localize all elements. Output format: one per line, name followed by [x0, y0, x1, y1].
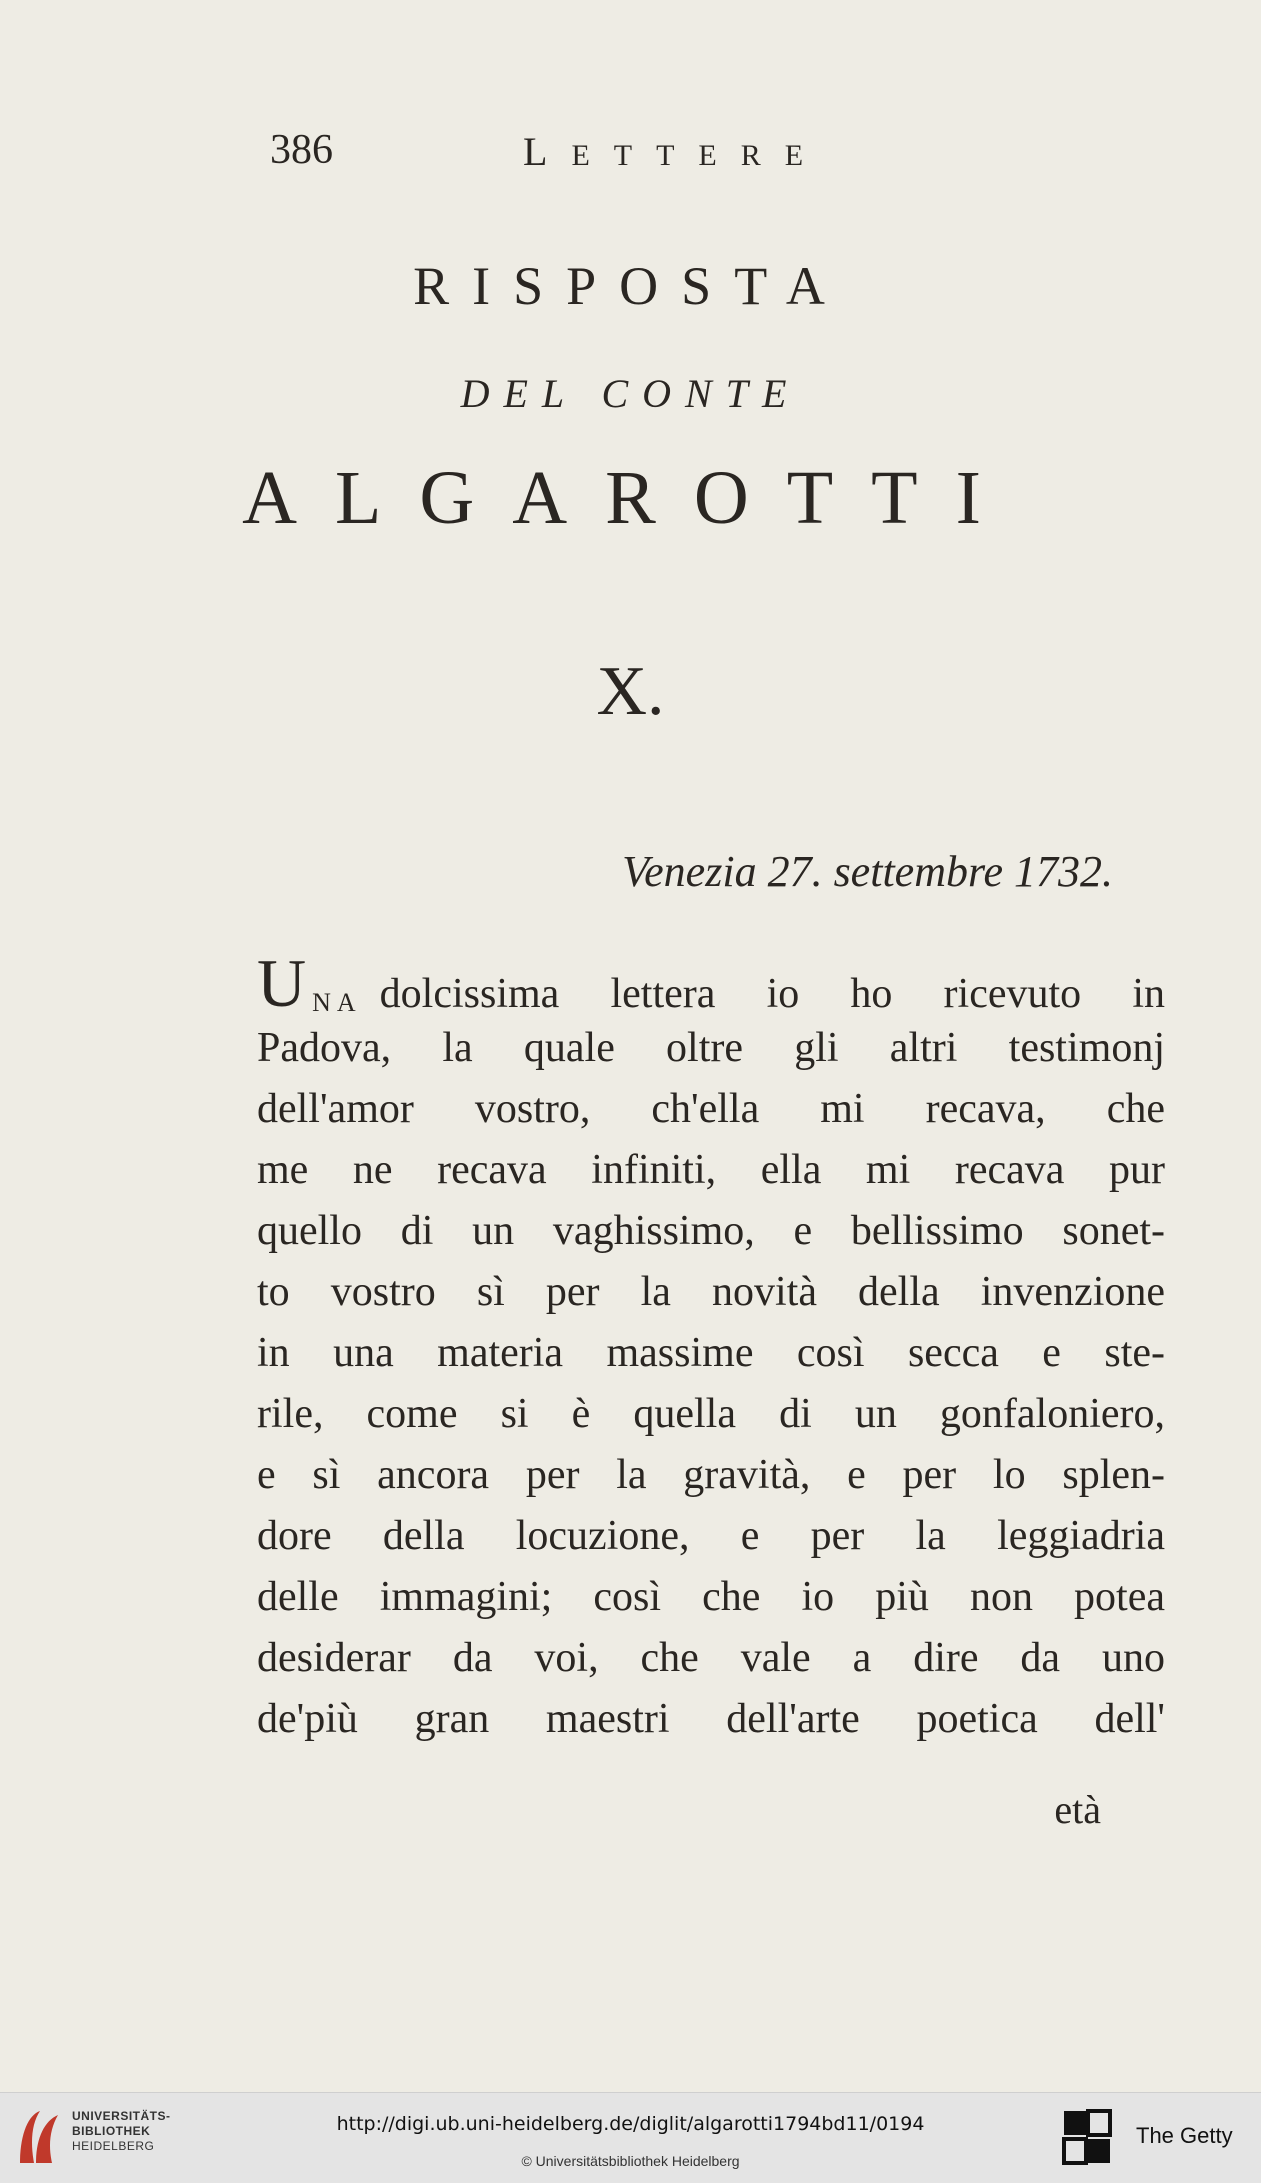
body-line: delle immagini; così che io più non potea	[257, 1574, 1165, 1620]
body-line: desiderar da voi, che vale a dire da uno	[257, 1635, 1165, 1681]
body-line: dore della locuzione, e per la leggiadria	[257, 1513, 1165, 1559]
body-line: quello di un vaghissimo, e bellissimo sonet-	[257, 1208, 1165, 1254]
letter-body	[257, 945, 1165, 1750]
library-name-line: BIBLIOTHEK	[72, 2124, 151, 2138]
body-line: Padova, la quale oltre gli altri testimonj	[257, 1025, 1165, 1071]
catchword: età	[1054, 1787, 1101, 1832]
small-caps-word: NA	[312, 988, 362, 1017]
title-line-risposta: RISPOSTA	[413, 256, 848, 316]
drop-cap: U	[257, 945, 307, 1021]
first-line-text: dolcissima lettera io ho ricevuto in	[379, 971, 1165, 1017]
permalink-url[interactable]: http://digi.ub.uni-heidelberg.de/diglit/algarotti1794bd11/0194	[336, 2113, 925, 2135]
body-line: e sì ancora per la gravità, e per lo splen-	[257, 1452, 1165, 1498]
body-line: de'più gran maestri dell'arte poetica dell'	[257, 1696, 1165, 1742]
body-line: in una materia massime così secca e ste-	[257, 1330, 1165, 1376]
body-line: dell'amor vostro, ch'ella mi recava, che	[257, 1086, 1165, 1132]
running-head-rest: ETTERE	[571, 139, 828, 172]
running-head	[523, 128, 827, 175]
title-line-algarotti: ALGAROTTI	[242, 456, 1019, 540]
running-head-initial: L	[523, 129, 572, 174]
getty-logo-icon	[1060, 2107, 1114, 2169]
dateline: Venezia 27. settembre 1732.	[622, 847, 1113, 896]
copyright-notice: © Universitätsbibliothek Heidelberg	[521, 2153, 740, 2169]
page-number: 386	[270, 127, 333, 173]
body-line: rile, come si è quella di un gonfaloniero,	[257, 1391, 1165, 1437]
library-name-line: HEIDELBERG	[72, 2139, 155, 2153]
body-line: to vostro sì per la novità della invenzione	[257, 1269, 1165, 1315]
body-first-line	[257, 945, 1165, 1021]
viewer-footer	[0, 2092, 1261, 2183]
page-header	[270, 126, 930, 186]
letter-number: X.	[596, 653, 665, 730]
title-line-del-conte: DEL CONTE	[460, 371, 801, 416]
body-line: me ne recava infiniti, ella mi recava pur	[257, 1147, 1165, 1193]
partner-name: The Getty	[1136, 2123, 1233, 2148]
library-name-line: UNIVERSITÄTS-	[72, 2109, 171, 2123]
